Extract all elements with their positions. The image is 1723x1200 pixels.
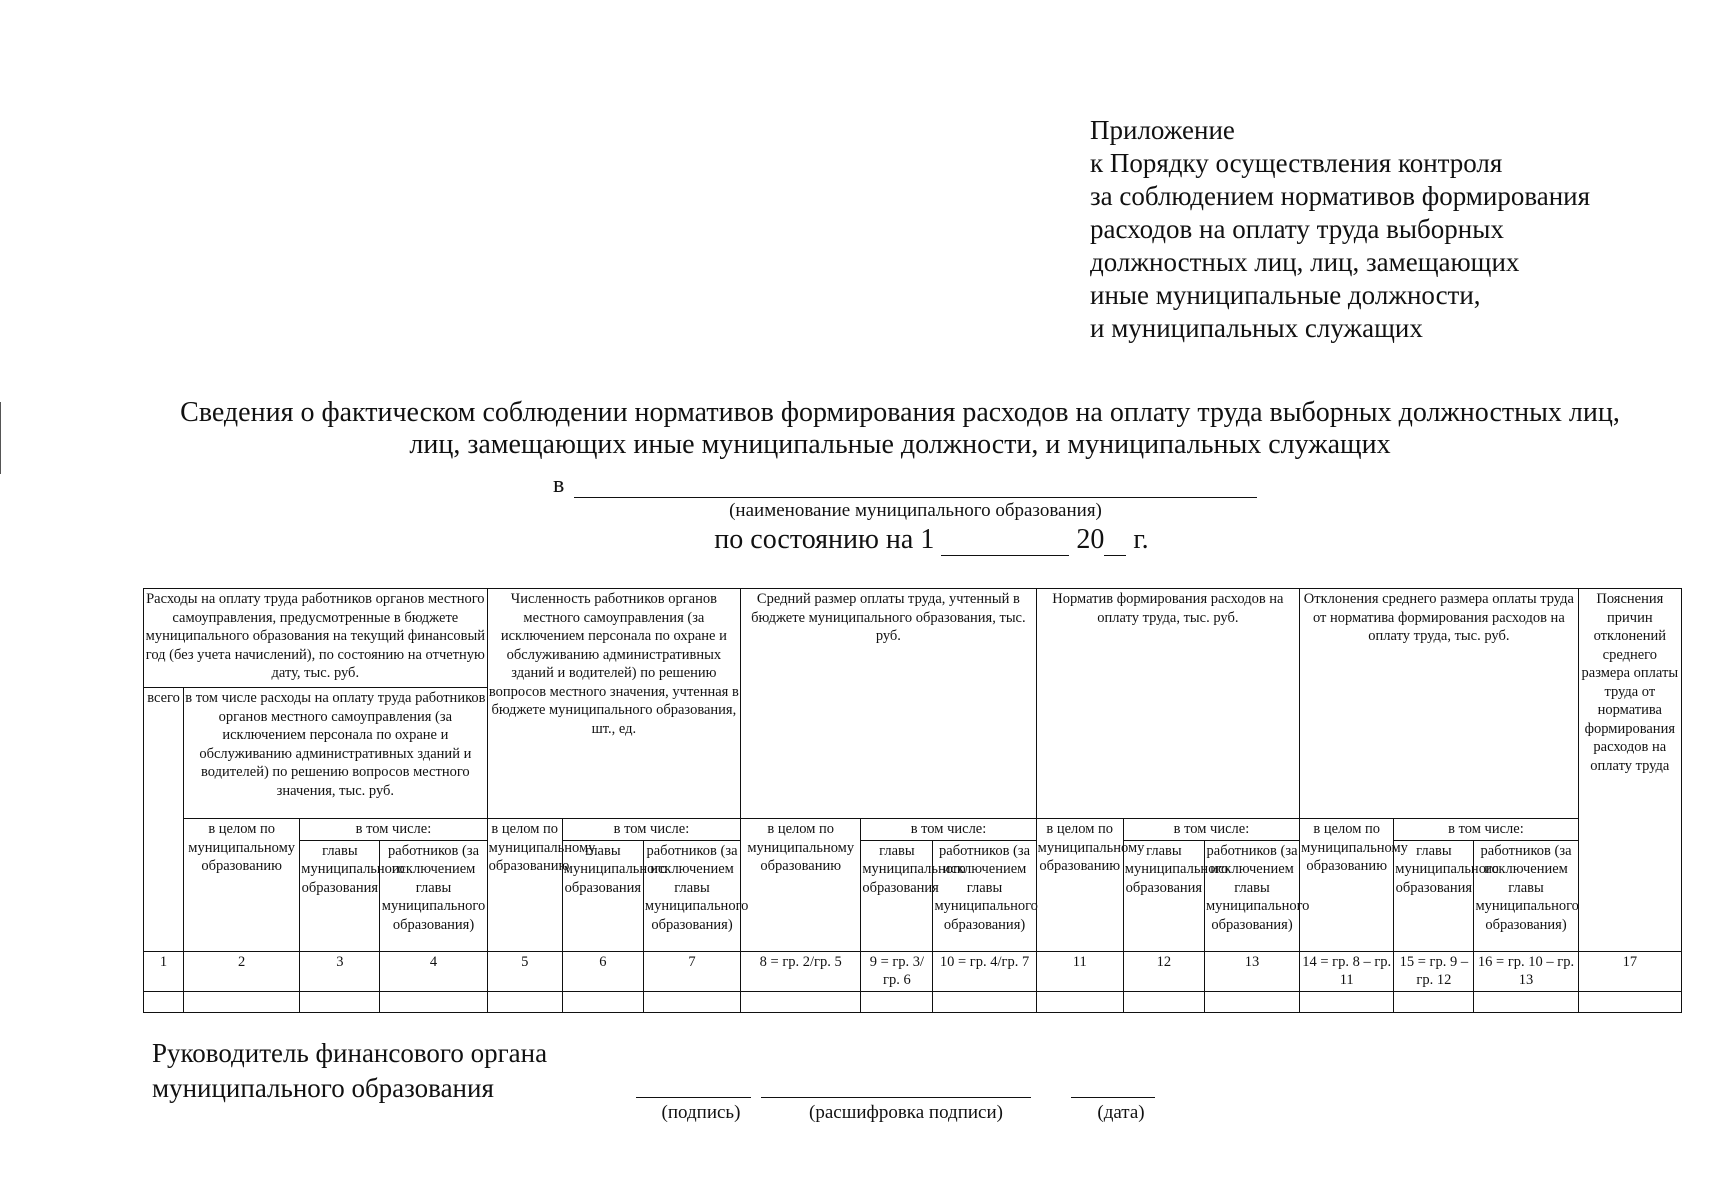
signature-decode-caption: (расшифровка подписи) xyxy=(809,1102,1003,1123)
header-in-whole: в целом по муниципальному образованию xyxy=(1300,819,1394,952)
col-number: 8 = гр. 2/гр. 5 xyxy=(741,951,861,991)
date-prefix: по состоянию на 1 xyxy=(714,524,935,555)
header-workers: работников (за исключением главы муниципального образования) xyxy=(1474,840,1578,951)
col-number: 4 xyxy=(380,951,487,991)
municipality-prefix: в xyxy=(553,472,565,498)
data-cell[interactable] xyxy=(861,991,933,1012)
signature-caption: (подпись) xyxy=(661,1102,741,1123)
data-cell[interactable] xyxy=(741,991,861,1012)
header-in-whole: в целом по муниципальному образованию xyxy=(1036,819,1123,952)
data-cell[interactable] xyxy=(933,991,1036,1012)
signer-line-2: муниципального образования xyxy=(152,1073,494,1103)
col-number: 17 xyxy=(1578,951,1681,991)
col-number: 11 xyxy=(1036,951,1123,991)
col-number: 5 xyxy=(487,951,562,991)
header-heads: главы муниципального образования xyxy=(1123,840,1204,951)
date-line xyxy=(0,524,1723,556)
header-average: Средний размер оплаты труда, учтенный в бюджете муниципального образования, тыс. руб. xyxy=(741,589,1037,819)
header-workers: работников (за исключением главы муниципального образования) xyxy=(380,840,487,951)
data-cell[interactable] xyxy=(1394,991,1474,1012)
col-number: 7 xyxy=(643,951,740,991)
data-cell[interactable] xyxy=(300,991,380,1012)
data-cell[interactable] xyxy=(487,991,562,1012)
document-title xyxy=(100,397,1700,461)
report-table xyxy=(143,588,1682,1013)
col-number: 10 = гр. 4/гр. 7 xyxy=(933,951,1036,991)
col-number: 16 = гр. 10 – гр. 13 xyxy=(1474,951,1578,991)
header-heads: главы муниципального образования xyxy=(861,840,933,951)
col-number: 6 xyxy=(562,951,643,991)
header-expenses-sub: в том числе расходы на оплату труда работников органов местного самоуправления (за исключением персонала по охране и обслуживанию административных зданий и водителей) по решению вопросов местного значения, тыс. руб. xyxy=(184,688,488,819)
header-heads: главы муниципального образования xyxy=(300,840,380,951)
header-expenses: Расходы на оплату труда работников органов местного самоуправления, предусмотренные в бюджете муниципального образования на текущий финансовый год (без учета начислений), по состоянию на отчетную дату, тыс. руб. xyxy=(144,589,488,688)
data-cell[interactable] xyxy=(184,991,300,1012)
data-cell[interactable] xyxy=(380,991,487,1012)
appendix-line: иные муниципальные должности, xyxy=(1090,280,1481,310)
col-number: 1 xyxy=(144,951,184,991)
year-blank[interactable] xyxy=(1104,529,1126,556)
header-in-whole: в целом по муниципальному образованию xyxy=(184,819,300,952)
municipality-blank-line[interactable] xyxy=(574,497,1257,498)
data-cell[interactable] xyxy=(1300,991,1394,1012)
header-including: в том числе: xyxy=(861,819,1036,841)
header-including: в том числе: xyxy=(562,819,740,841)
data-cell[interactable] xyxy=(1123,991,1204,1012)
data-cell[interactable] xyxy=(1474,991,1578,1012)
signer-block xyxy=(152,1036,547,1106)
header-headcount: Численность работников органов местного самоуправления (за исключением персонала по охране и обслуживанию административных зданий и водителей) по решению вопросов местного значения, учтенная в бюджете муниципального образования, шт., ед. xyxy=(487,589,740,819)
col-number: 2 xyxy=(184,951,300,991)
col-number: 14 = гр. 8 – гр. 11 xyxy=(1300,951,1394,991)
signature-blank[interactable] xyxy=(636,1097,751,1098)
header-workers: работников (за исключением главы муниципального образования) xyxy=(643,840,740,951)
header-expenses-total: всего xyxy=(144,688,184,952)
header-heads: главы муниципального образования xyxy=(1394,840,1474,951)
col-number: 15 = гр. 9 – гр. 12 xyxy=(1394,951,1474,991)
appendix-line: расходов на оплату труда выборных xyxy=(1090,214,1504,244)
header-explanation: Пояснения причин отклонений среднего размера оплаты труда от норматива формирования расходов на оплату труда xyxy=(1578,589,1681,952)
header-including: в том числе: xyxy=(1394,819,1578,841)
col-number: 3 xyxy=(300,951,380,991)
header-deviation: Отклонения среднего размера оплаты труда от норматива формирования расходов на оплату труда, тыс. руб. xyxy=(1300,589,1579,819)
col-number: 9 = гр. 3/ гр. 6 xyxy=(861,951,933,991)
header-workers: работников (за исключением главы муниципального образования) xyxy=(1204,840,1299,951)
month-blank[interactable] xyxy=(941,529,1069,556)
municipality-caption: (наименование муниципального образования) xyxy=(729,500,1102,521)
header-norm: Норматив формирования расходов на оплату труда, тыс. руб. xyxy=(1036,589,1299,819)
col-number: 13 xyxy=(1204,951,1299,991)
data-cell[interactable] xyxy=(1036,991,1123,1012)
title-line-2: лиц, замещающих иные муниципальные должности, и муниципальных служащих xyxy=(409,429,1391,460)
appendix-line: и муниципальных служащих xyxy=(1090,313,1423,343)
signer-line-1: Руководитель финансового органа xyxy=(152,1038,548,1068)
date-suffix: г. xyxy=(1133,524,1149,555)
title-line-1: Сведения о фактическом соблюдении нормативов формирования расходов на оплату труда выборных должностных лиц, xyxy=(180,397,1620,428)
year-prefix: 20 xyxy=(1076,524,1105,555)
data-cell[interactable] xyxy=(643,991,740,1012)
header-in-whole: в целом по муниципальному образованию xyxy=(741,819,861,952)
header-including: в том числе: xyxy=(1123,819,1299,841)
margin-mark xyxy=(0,402,3,474)
signature-date-caption: (дата) xyxy=(1097,1102,1145,1123)
appendix-line: должностных лиц, лиц, замещающих xyxy=(1090,247,1520,277)
col-number: 12 xyxy=(1123,951,1204,991)
data-cell[interactable] xyxy=(1204,991,1299,1012)
appendix-block xyxy=(1090,114,1590,345)
header-heads: главы муниципального образования xyxy=(562,840,643,951)
data-cell[interactable] xyxy=(1578,991,1681,1012)
appendix-line: Приложение xyxy=(1090,115,1235,145)
data-cell[interactable] xyxy=(562,991,643,1012)
appendix-line: за соблюдением нормативов формирования xyxy=(1090,181,1591,211)
signature-date-blank[interactable] xyxy=(1071,1097,1155,1098)
header-including: в том числе: xyxy=(300,819,487,841)
table-row xyxy=(144,991,1682,1012)
header-workers: работников (за исключением главы муниципального образования) xyxy=(933,840,1036,951)
header-in-whole: в целом по муниципальному образованию xyxy=(487,819,562,952)
appendix-line: к Порядку осуществления контроля xyxy=(1090,148,1503,178)
signature-decode-blank[interactable] xyxy=(761,1097,1031,1098)
data-cell[interactable] xyxy=(144,991,184,1012)
